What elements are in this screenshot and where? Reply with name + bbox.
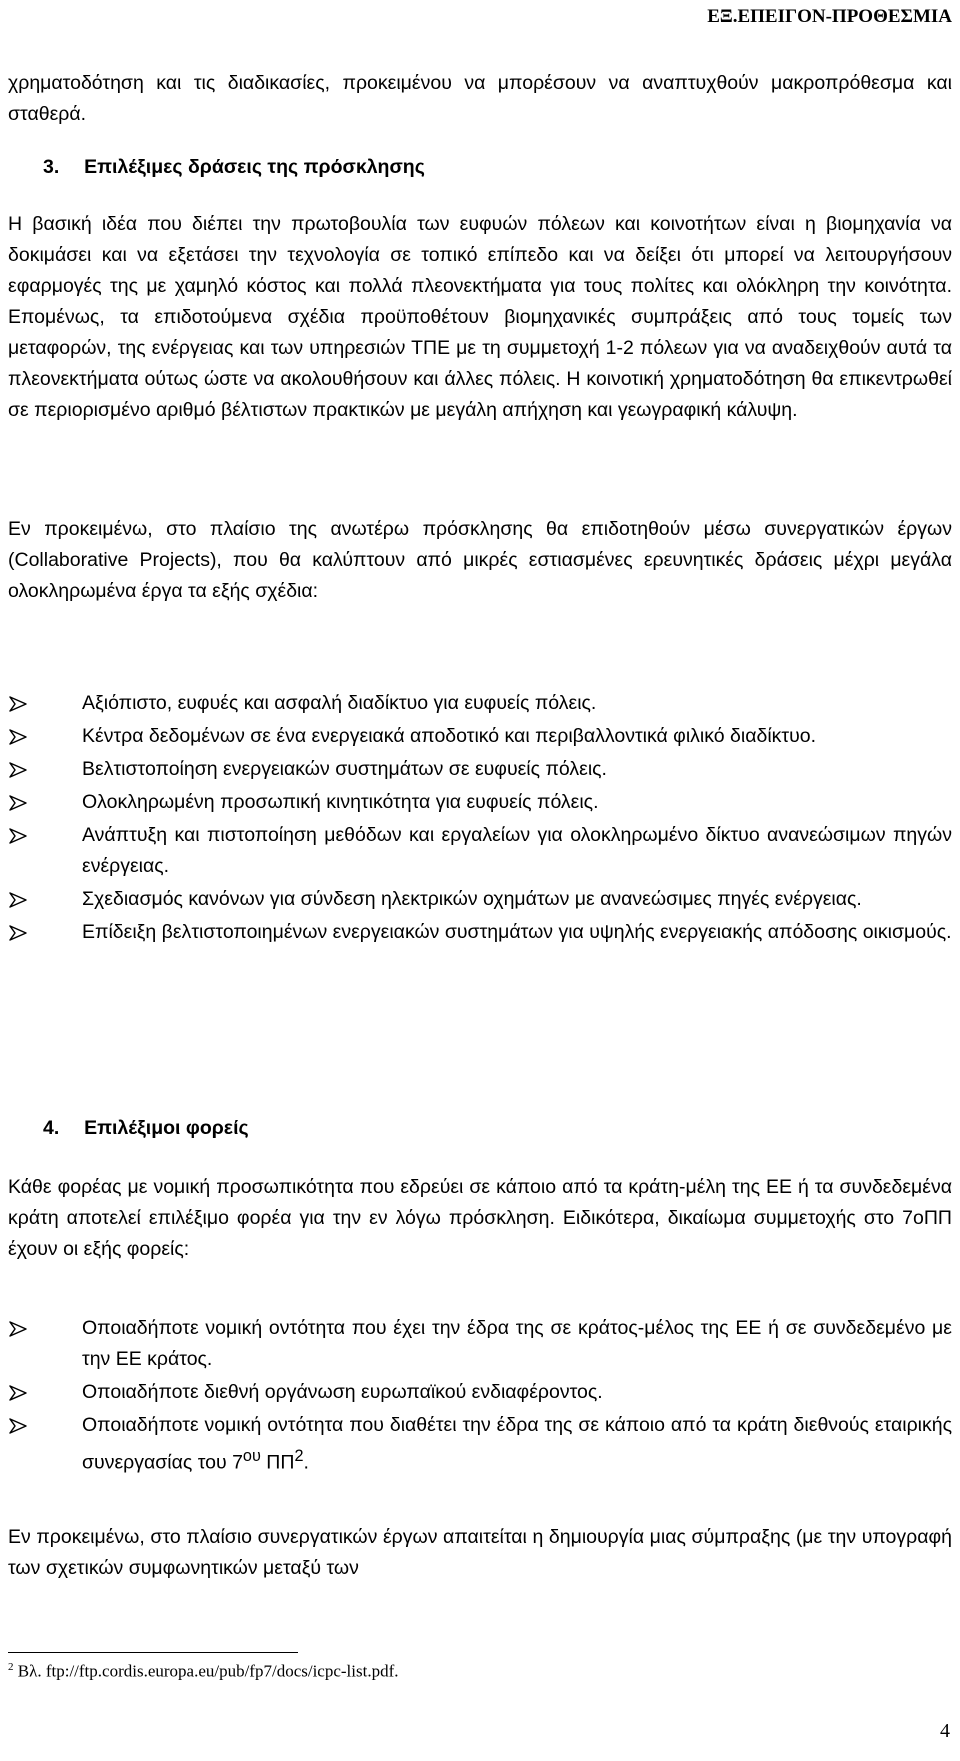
list-item: Ολοκληρωμένη προσωπική κινητικότητα για ευφυείς πόλεις.	[8, 787, 952, 818]
section-title: Επιλέξιμοι φορείς	[84, 1117, 249, 1139]
list-item: Οποιαδήποτε νομική οντότητα που διαθέτει την έδρα της σε κάποιο από τα κράτη διεθνούς εταιρικής συνεργασίας του $7^{o\upsilon}$ $\Pi\Pi^2$.	[8, 1410, 952, 1479]
arrow-bullet-icon	[8, 762, 28, 778]
actions-list	[8, 688, 952, 950]
paragraph-text: χρηματοδότηση και τις διαδικασίες, προκειμένου να μπορέσουν να αναπτυχθούν μακροπρόθεσμα και σταθερά.	[8, 72, 952, 125]
paragraph-bodies	[8, 1172, 952, 1265]
arrow-bullet-icon	[8, 795, 28, 811]
list-item: Κέντρα δεδομένων σε ένα ενεργειακά αποδοτικό και περιβαλλοντικά φιλικό διαδίκτυο.	[8, 721, 952, 752]
list-item: Σχεδιασμός κανόνων για σύνδεση ηλεκτρικών οχημάτων με ανανεώσιμες πηγές ενέργειας.	[8, 884, 952, 915]
footnote	[8, 1661, 399, 1682]
arrow-bullet-icon	[8, 828, 28, 844]
footnote-reference: 2	[294, 1447, 304, 1465]
paragraph-text: Εν προκειμένω, στο πλαίσιο της ανωτέρω πρόσκλησης θα επιδοτηθούν μέσω συνεργατικών έργων (Collaborative Projects), που θα καλύπτουν από μικρές εστιασμένες ερευνητικές δράσεις μέχρι μεγάλα ολοκληρωμένα έργα τα εξής σχέδια:	[8, 518, 952, 602]
paragraph-intro-continuation	[8, 68, 952, 130]
paragraph-text: Η βασική ιδέα που διέπει την πρωτοβουλία των ευφυών πόλεων και κοινοτήτων είναι η βιομηχανία να δοκιμάσει και να εξετάσει την τεχνολογία σε τοπικό επίπεδο και να δείξει ότι μπορεί να λειτουργήσουν εφαρμογές της με χαμηλό κόστος και πολλά πλεονεκτήματα για τους πολίτες και ολόκληρη την κοινότητα. Επομένως, τα επιδοτούμενα σχέδια προϋποθέτουν βιομηχανικές συμπράξεις από τους τομείς των μεταφορών, της ενέργειας και των υπηρεσιών ΤΠΕ με τη συμμετοχή 1-2 πόλεων για να αναδειχθούν αυτά τα πλεονεκτήματα ούτως ώστε να ακολουθήσουν και άλλες πόλεις. Η κοινοτική χρηματοδότηση θα επικεντρωθεί σε περιορισμένο αριθμό βέλτιστων πρακτικών με μεγάλη απήχηση και γεωγραφική κάλυψη.	[8, 213, 952, 421]
section-number: 4.	[43, 1117, 60, 1139]
paragraph-text: Εν προκειμένω, στο πλαίσιο συνεργατικών έργων απαιτείται η δημιουργία μιας σύμπραξης (με την υπογραφή των σχετικών συμφωνητικών μεταξύ των	[8, 1526, 952, 1579]
page-number: 4	[940, 1720, 950, 1742]
list-item: Οποιαδήποτε διεθνή οργάνωση ευρωπαϊκού ενδιαφέροντος.	[8, 1377, 952, 1408]
arrow-bullet-icon	[8, 1321, 28, 1337]
paragraph-final	[8, 1522, 952, 1584]
list-item: Ανάπτυξη και πιστοποίηση μεθόδων και εργαλείων για ολοκληρωμένο δίκτυο ανανεώσιμων πηγών ενέργειας.	[8, 820, 952, 882]
footnote-separator	[8, 1652, 298, 1653]
arrow-bullet-icon	[8, 696, 28, 712]
list-item: Οποιαδήποτε νομική οντότητα που έχει την έδρα της σε κράτος-μέλος της ΕΕ ή σε συνδεδεμένο με την ΕΕ κράτος.	[8, 1313, 952, 1375]
footnote-text: Βλ. ftp://ftp.cordis.europa.eu/pub/fp7/docs/icpc-list.pdf.	[13, 1661, 399, 1681]
section-title: Επιλέξιμες δράσεις της πρόσκλησης	[84, 156, 425, 178]
list-item: Βελτιστοποίηση ενεργειακών συστημάτων σε ευφυείς πόλεις.	[8, 754, 952, 785]
footnote-mark: 2	[8, 1661, 14, 1673]
bodies-list	[8, 1313, 952, 1481]
page-header: ΕΞ.ΕΠΕΙΓΟΝ-ΠΡΟΘΕΣΜΙΑ	[707, 6, 952, 27]
paragraph-actions-2	[8, 514, 952, 607]
paragraph-actions-1	[8, 209, 952, 426]
arrow-bullet-icon	[8, 892, 28, 908]
section-3-heading	[43, 156, 425, 179]
arrow-bullet-icon	[8, 1385, 28, 1401]
section-number: 3.	[43, 156, 60, 178]
list-item: Επίδειξη βελτιστοποιημένων ενεργειακών συστημάτων για υψηλής ενεργειακής απόδοσης οικισμούς.	[8, 917, 952, 948]
arrow-bullet-icon	[8, 1418, 28, 1434]
arrow-bullet-icon	[8, 729, 28, 745]
list-item: Αξιόπιστο, ευφυές και ασφαλή διαδίκτυο για ευφυείς πόλεις.	[8, 688, 952, 719]
paragraph-text: Κάθε φορέας με νομική προσωπικότητα που εδρεύει σε κάποιο από τα κράτη-μέλη της ΕΕ ή τα συνδεδεμένα κράτη αποτελεί επιλέξιμο φορέα για την εν λόγω πρόσκληση. Ειδικότερα, δικαίωμα συμμετοχής στο 7οΠΠ έχουν οι εξής φορείς:	[8, 1176, 952, 1260]
arrow-bullet-icon	[8, 925, 28, 941]
section-4-heading	[43, 1117, 249, 1140]
